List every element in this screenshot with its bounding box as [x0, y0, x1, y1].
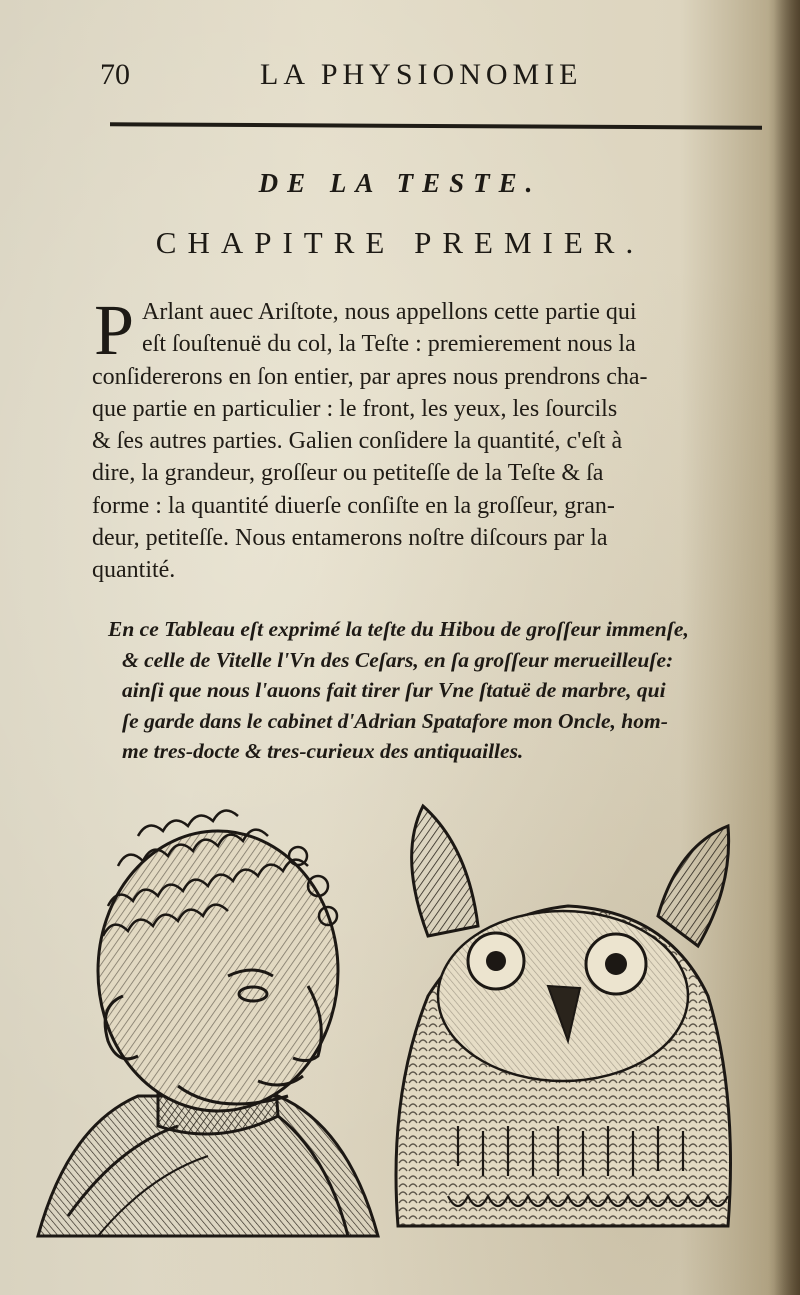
page-header	[100, 52, 760, 102]
owl	[396, 806, 731, 1226]
body-line: forme : la quantité diuerſe conſiſte en la groſſeur, gran-	[92, 492, 615, 519]
body-line: dire, la grandeur, groſſeur ou petiteſſe de la Teſte & ſa	[92, 460, 604, 487]
caption-line: ſe garde dans le cabinet d'Adrian Spatafore mon Oncle, hom-	[122, 708, 668, 733]
caption-line: ainſi que nous l'auons fait tirer ſur Vne ſtatuë de marbre, qui	[122, 678, 666, 702]
vitellius-bust	[38, 811, 378, 1236]
caption-line: me tres-docte & tres-curieux des antiquailles.	[122, 739, 524, 763]
caption-line: & celle de Vitelle l'Vn des Ceſars, en ſa groſſeur merueilleuſe:	[122, 647, 674, 672]
body-line: deur, petiteſſe. Nous entamerons noſtre diſcours par la	[92, 525, 608, 552]
header-rule	[110, 122, 762, 129]
body-line: Arlant auec Ariſtote, nous appellons cette partie qui	[142, 299, 637, 325]
body-line: conſidererons en ſon entier, par apres nous prendrons cha-	[92, 363, 648, 390]
section-title: DE LA TESTE.	[258, 168, 542, 198]
body-text	[92, 290, 772, 587]
page-number: 70	[100, 58, 130, 91]
figure-caption	[108, 614, 772, 767]
running-head: LA PHYSIONOMIE	[260, 58, 583, 91]
body-line: quantité.	[92, 557, 176, 584]
body-line: & ſes autres parties. Galien conſidere la quantité, c'eſt à	[92, 428, 623, 455]
body-line: eſt ſouſtenuë du col, la Teſte : premierement nous la	[142, 331, 636, 358]
body-line: que partie en particulier : le front, les yeux, les ſourcils	[92, 395, 618, 422]
caption-line: En ce Tableau eſt exprimé la teſte du Hibou de groſſeur immenſe,	[108, 617, 689, 641]
chapter-title: CHAPITRE PREMIER.	[155, 225, 645, 260]
woodcut-svg	[28, 796, 748, 1256]
drop-cap: P	[94, 290, 135, 370]
woodcut-illustration	[28, 796, 748, 1256]
